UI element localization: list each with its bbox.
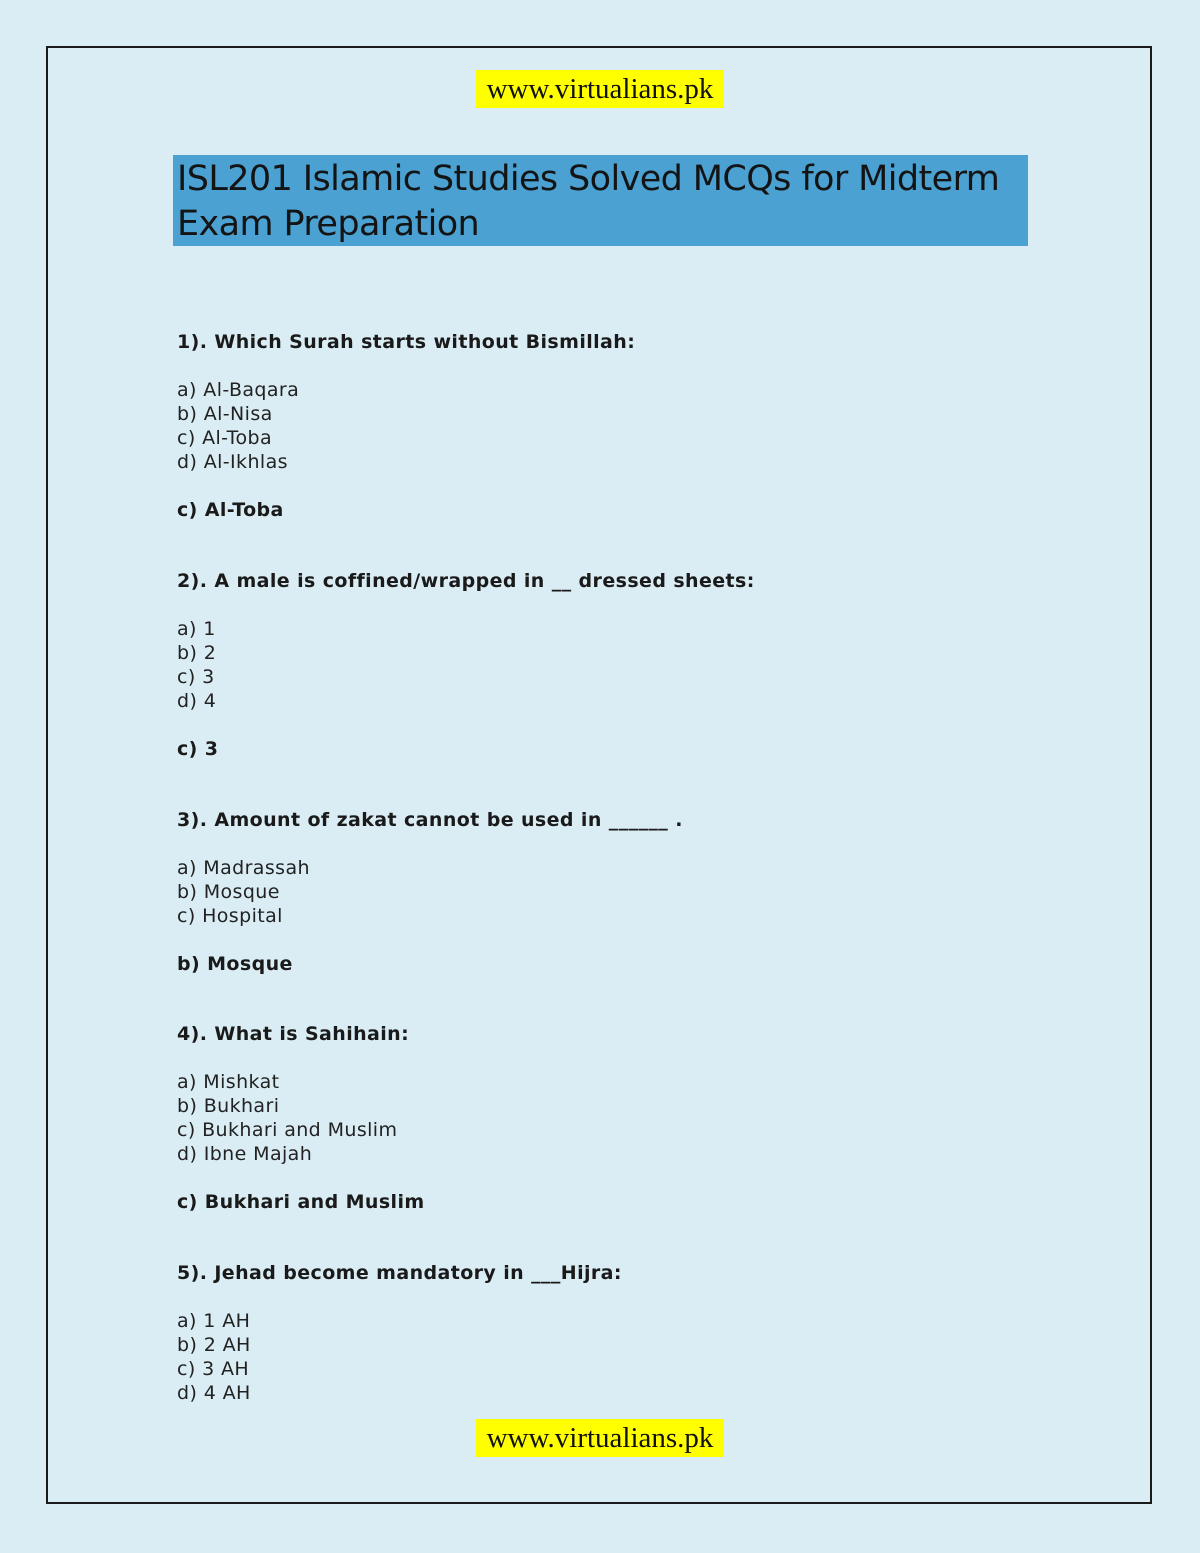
question-block-5 — [177, 1261, 622, 1405]
option-b: b) Bukhari — [177, 1095, 280, 1117]
option-c: c) Bukhari and Muslim — [177, 1119, 398, 1141]
options-list — [177, 378, 635, 474]
options-list — [177, 856, 683, 928]
answer: c) Al-Toba — [177, 499, 284, 521]
answer: b) Mosque — [177, 953, 293, 975]
option-a: a) Madrassah — [177, 857, 310, 879]
title-banner — [173, 155, 1028, 246]
question-text: 5). Jehad become mandatory in ___Hijra: — [177, 1262, 622, 1284]
question-block-4 — [177, 1022, 425, 1214]
site-link-top[interactable]: www.virtualians.pk — [476, 70, 724, 108]
options-list — [177, 617, 755, 713]
question-text: 2). A male is coffined/wrapped in __ dressed sheets: — [177, 570, 755, 592]
option-d: d) 4 — [177, 690, 217, 712]
site-link-bottom[interactable]: www.virtualians.pk — [476, 1419, 724, 1457]
option-c: c) 3 AH — [177, 1358, 250, 1380]
option-c: c) Al-Toba — [177, 427, 272, 449]
options-list — [177, 1309, 622, 1405]
options-list — [177, 1070, 425, 1166]
answer: c) Bukhari and Muslim — [177, 1191, 425, 1213]
option-b: b) Mosque — [177, 881, 280, 903]
option-b: b) Al-Nisa — [177, 403, 273, 425]
option-b: b) 2 AH — [177, 1334, 251, 1356]
page-title: ISL201 Islamic Studies Solved MCQs for Midterm Exam Preparation — [177, 159, 1000, 244]
question-text: 1). Which Surah starts without Bismillah: — [177, 331, 636, 353]
option-d: d) Al-Ikhlas — [177, 451, 288, 473]
option-b: b) 2 — [177, 642, 217, 664]
option-c: c) Hospital — [177, 905, 283, 927]
question-text: 3). Amount of zakat cannot be used in ______ . — [177, 809, 683, 831]
question-text: 4). What is Sahihain: — [177, 1023, 410, 1045]
option-c: c) 3 — [177, 666, 215, 688]
option-a: a) Al-Baqara — [177, 379, 300, 401]
question-block-2 — [177, 569, 755, 761]
option-a: a) Mishkat — [177, 1071, 280, 1093]
question-block-3 — [177, 808, 683, 976]
question-block-1 — [177, 330, 635, 522]
option-d: d) 4 AH — [177, 1382, 251, 1404]
answer: c) 3 — [177, 738, 219, 760]
option-a: a) 1 — [177, 618, 216, 640]
option-d: d) Ibne Majah — [177, 1143, 313, 1165]
option-a: a) 1 AH — [177, 1310, 251, 1332]
